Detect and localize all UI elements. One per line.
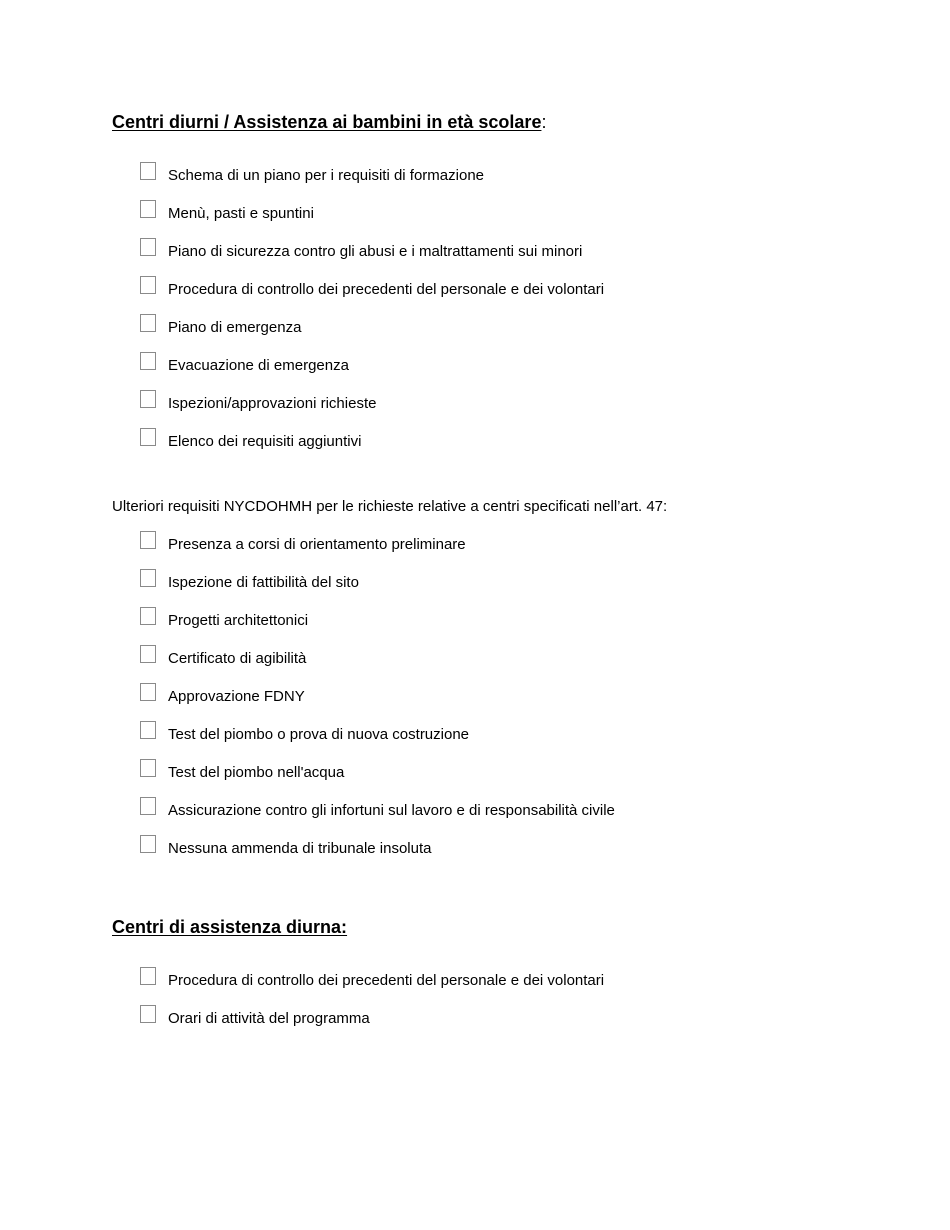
checkbox[interactable] [140, 314, 156, 332]
checkbox[interactable] [140, 683, 156, 701]
checkbox[interactable] [140, 428, 156, 446]
checkbox[interactable] [140, 238, 156, 256]
section-heading-school-age-care [112, 112, 546, 133]
checklist-item-label: Ispezione di fattibilità del sito [168, 574, 359, 591]
checkbox[interactable] [140, 390, 156, 408]
checklist-item-label: Assicurazione contro gli infortuni sul lavoro e di responsabilità civile [168, 802, 615, 819]
checklist-item-label: Test del piombo o prova di nuova costruzione [168, 726, 470, 743]
checklist-item-label: Procedura di controllo dei precedenti del personale e dei volontari [168, 972, 605, 989]
checkbox[interactable] [140, 352, 156, 370]
checklist-item-label: Piano di sicurezza contro gli abusi e i maltrattamenti sui minori [168, 243, 583, 260]
checkbox[interactable] [140, 569, 156, 587]
checklist-item-label: Schema di un piano per i requisiti di formazione [168, 167, 485, 184]
checklist-item-label: Elenco dei requisiti aggiuntivi [168, 433, 362, 450]
checklist-item-label: Piano di emergenza [168, 319, 302, 336]
checkbox[interactable] [140, 721, 156, 739]
checkbox[interactable] [140, 835, 156, 853]
checkbox[interactable] [140, 645, 156, 663]
checklist-item-label: Menù, pasti e spuntini [168, 205, 314, 222]
checklist-item-label: Progetti architettonici [168, 612, 309, 629]
checklist-item-label: Evacuazione di emergenza [168, 357, 349, 374]
section-heading-day-care [112, 917, 347, 938]
checklist-item-label: Procedura di controllo dei precedenti del personale e dei volontari [168, 281, 605, 298]
section-heading-text: Centri diurni / Assistenza ai bambini in età scolare [112, 112, 542, 132]
checkbox[interactable] [140, 759, 156, 777]
checkbox[interactable] [140, 1005, 156, 1023]
checkbox[interactable] [140, 797, 156, 815]
section-heading-colon: : [541, 112, 547, 132]
section-heading-text: Centri di assistenza diurna: [112, 917, 348, 937]
checkbox[interactable] [140, 967, 156, 985]
checklist-item-label: Presenza a corsi di orientamento preliminare [168, 536, 466, 553]
checklist-item-label: Test del piombo nell'acqua [168, 764, 345, 781]
checklist-item-label: Certificato di agibilità [168, 650, 307, 667]
additional-requirements-intro: Ulteriori requisiti NYCDOHMH per le richieste relative a centri specificati nell’art. 47: [112, 498, 668, 515]
checklist-item-label: Approvazione FDNY [168, 688, 305, 705]
checkbox[interactable] [140, 162, 156, 180]
checkbox[interactable] [140, 200, 156, 218]
checkbox[interactable] [140, 531, 156, 549]
checklist-item-label: Nessuna ammenda di tribunale insoluta [168, 840, 432, 857]
checklist-item-label: Ispezioni/approvazioni richieste [168, 395, 377, 412]
checkbox[interactable] [140, 276, 156, 294]
checkbox[interactable] [140, 607, 156, 625]
checklist-item-label: Orari di attività del programma [168, 1010, 370, 1027]
